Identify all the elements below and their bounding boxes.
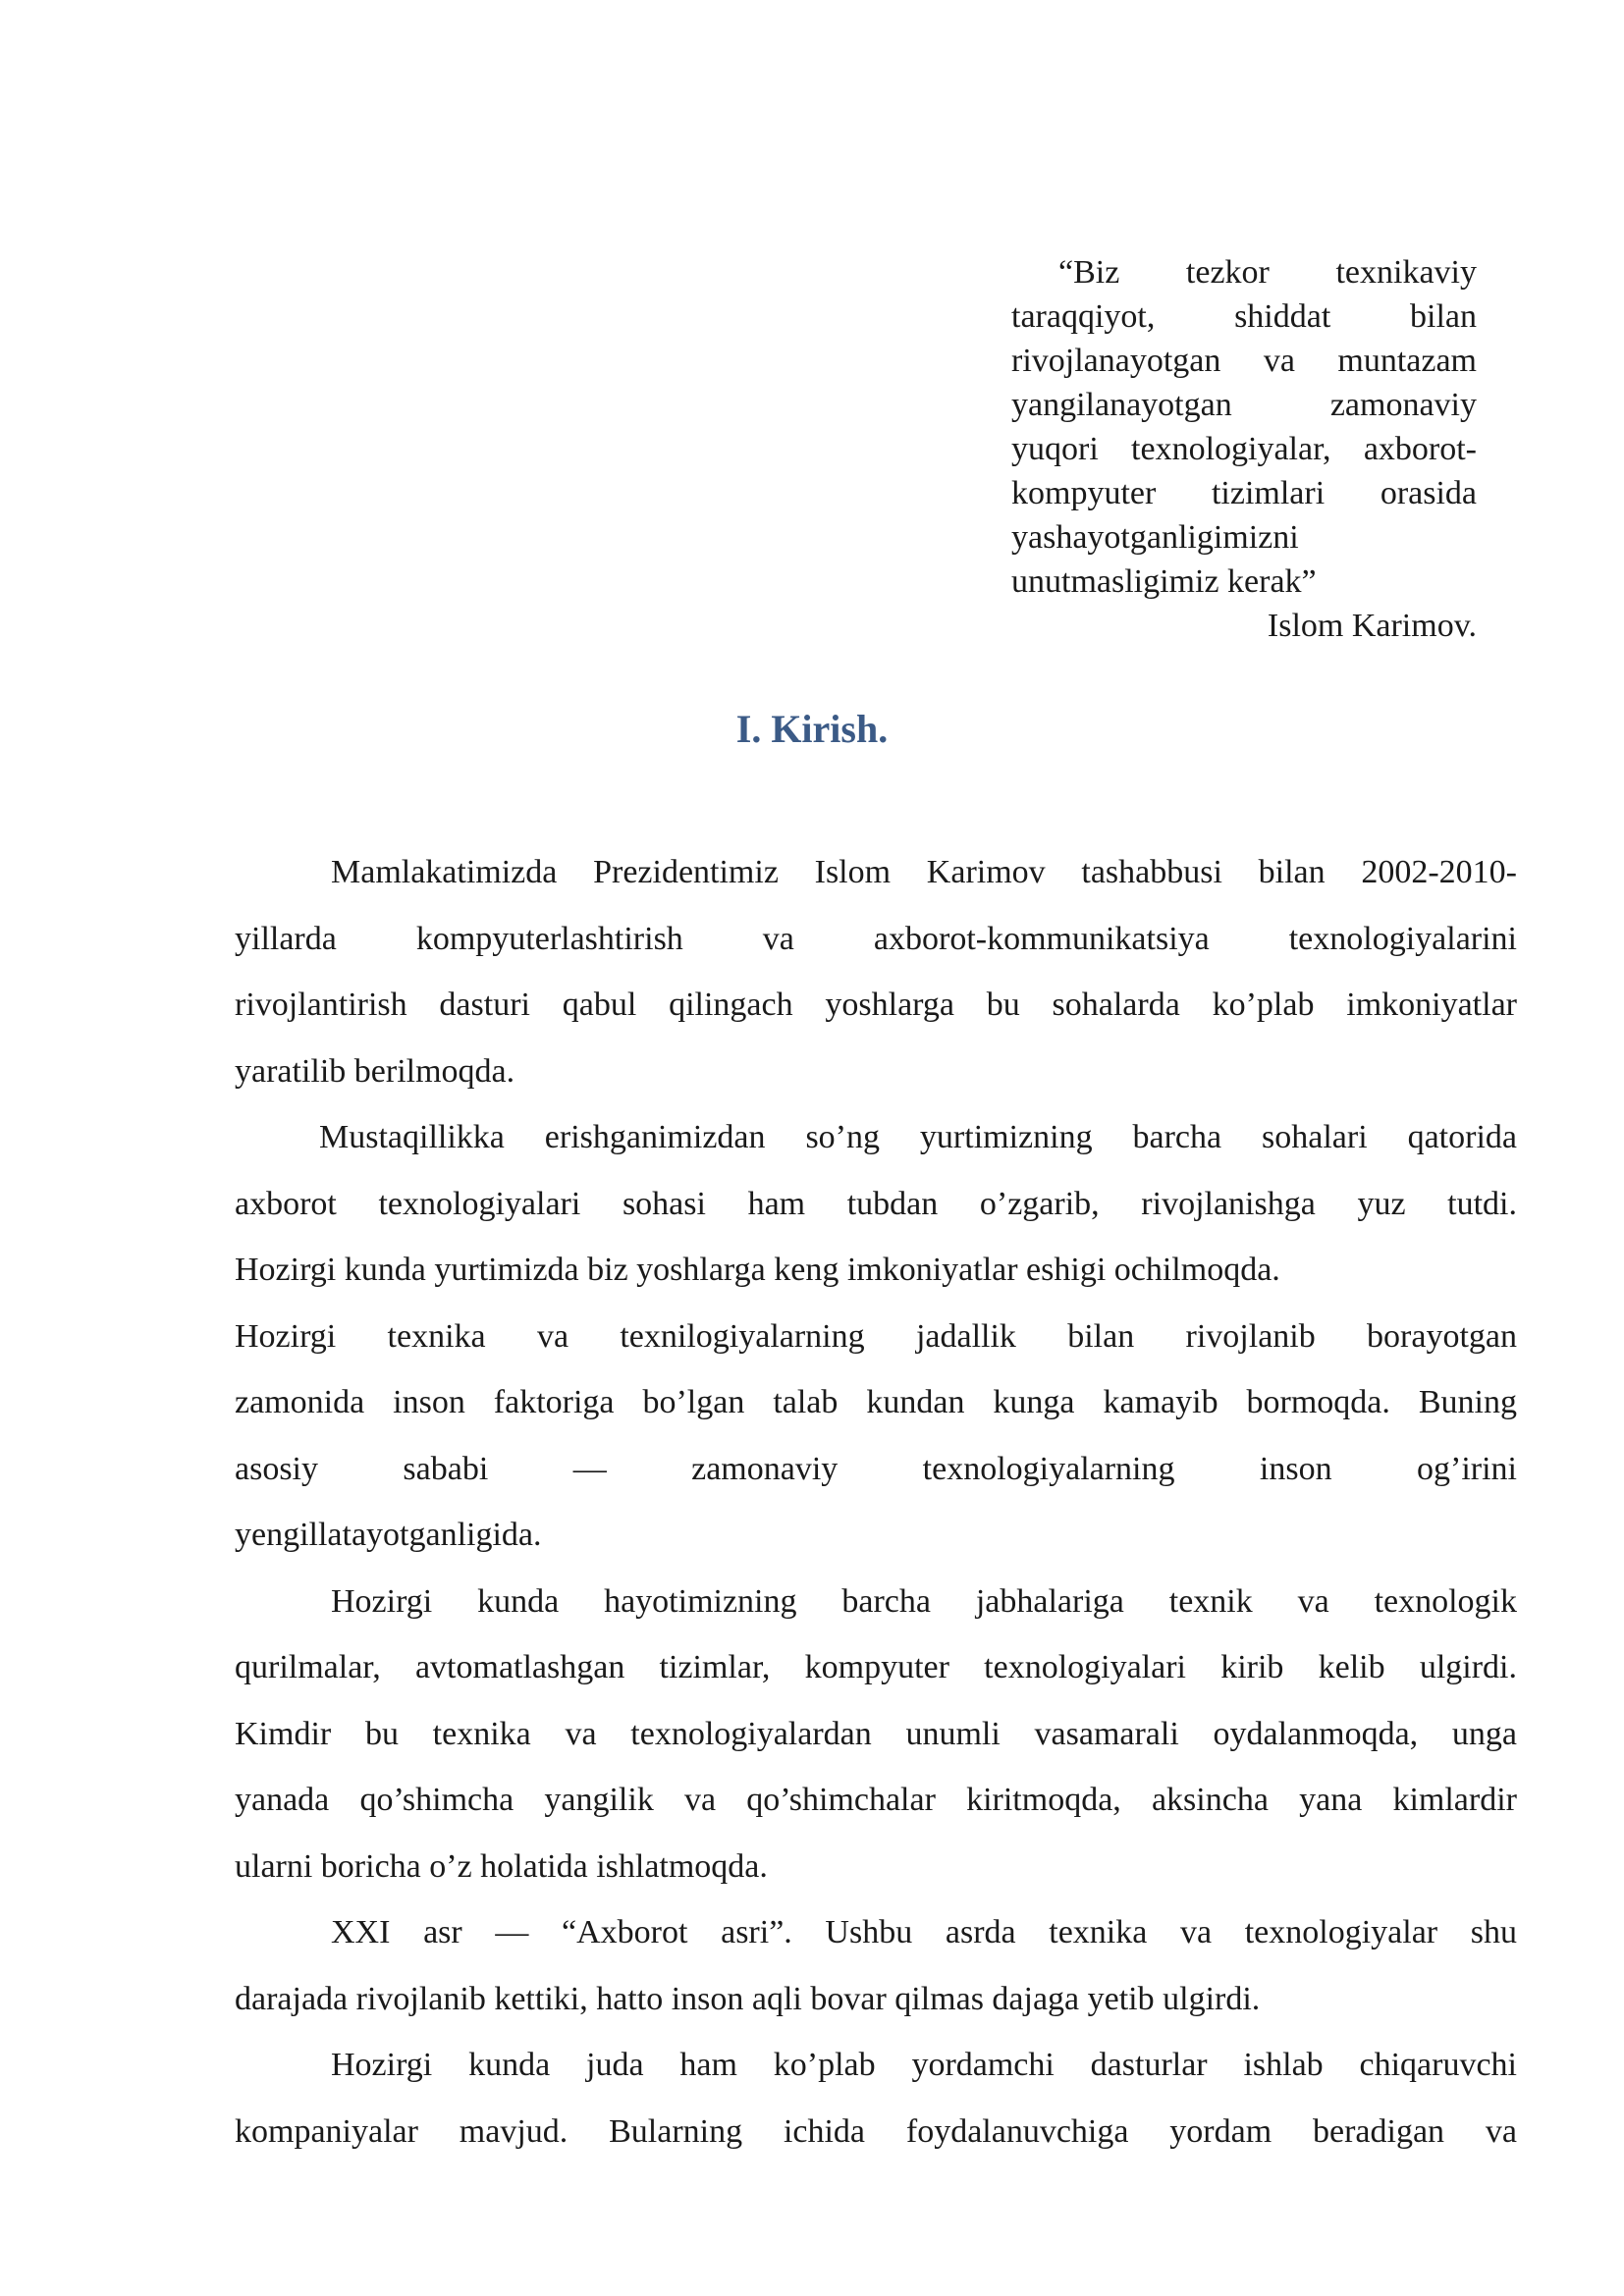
section-heading: I. Kirish. [735,707,889,751]
epigraph-line: “Biz tezkor texnikaviy [1058,254,1477,291]
text-line: Mustaqillikka erishganimizdan so’ng yurtimizning barcha sohalari qatorida [319,1119,1517,1155]
paragraph-4 [235,1569,1517,1900]
text-line: yillarda kompyuterlashtirish va axborot-kommunikatsiya texnologiyalarini [235,920,1517,957]
epigraph-line: yashayotganligimizni [1011,519,1299,556]
text-line: rivojlantirish dasturi qabul qilingach yoshlarga bu sohalarda ko’plab imkoniyatlar [235,987,1517,1023]
body-text [235,839,1517,2164]
paragraph-2 [235,1104,1517,1304]
text-line: Hozirgi kunda hayotimizning barcha jabhalariga texnik va texnologik [331,1582,1517,1620]
paragraph-3 [235,1304,1517,1569]
text-line: qurilmalar, avtomatlashgan tizimlar, kompyuter texnologiyalari kirib kelib ulgirdi. [235,1649,1517,1685]
epigraph-line: unutmasligimiz kerak” [1011,563,1317,600]
text-line: kompaniyalar mavjud. Bularning ichida foydalanuvchiga yordam beradigan va [235,2112,1517,2150]
epigraph-line: taraqqiyot, shiddat bilan [1011,298,1477,335]
epigraph-line: rivojlanayotgan va muntazam [1011,343,1477,379]
epigraph-line: yuqori texnologiyalar, axborot- [1011,431,1477,467]
text-line: asosiy sababi — zamonaviy texnologiyalarning inson og’irini [235,1450,1517,1487]
text-line: axborot texnologiyalari sohasi ham tubdan o’zgarib, rivojlanishga yuz tutdi. [235,1185,1517,1222]
paragraph-5 [235,1899,1517,2032]
text-line: yanada qo’shimcha yangilik va qo’shimchalar kiritmoqda, aksincha yana kimlardir [235,1782,1517,1818]
text-line: Hozirgi kunda yurtimizda biz yoshlarga keng imkoniyatlar eshigi ochilmoqda. [235,1252,1280,1288]
text-line: Mamlakatimizda Prezidentimiz Islom Karimov tashabbusi bilan 2002-2010- [331,854,1517,890]
text-line: XXI asr — “Axborot asri”. Ushbu asrda texnika va texnologiyalar shu [331,1914,1517,1950]
epigraph-line: yangilanayotgan zamonaviy [1011,387,1477,423]
text-line: Hozirgi texnika va texnilogiyalarning jadallik bilan rivojlanib borayotgan [235,1317,1517,1355]
paragraph-6 [235,2032,1517,2164]
text-line: yengillatayotganligida. [235,1517,542,1553]
text-line: Hozirgi kunda juda ham ko’plab yordamchi dasturlar ishlab chiqaruvchi [331,2047,1517,2083]
text-line: yaratilib berilmoqda. [235,1052,515,1090]
epigraph-author: Islom Karimov. [1267,608,1477,644]
paragraph-1 [235,839,1517,1104]
epigraph-line: kompyuter tizimlari orasida [1011,475,1477,511]
text-line: darajada rivojlanib kettiki, hatto inson aqli bovar qilmas dajaga yetib ulgirdi. [235,1980,1261,2017]
epigraph-quote [1011,250,1477,648]
text-line: zamonida inson faktoriga bo’lgan talab kundan kunga kamayib bormoqda. Buning [235,1384,1517,1420]
text-line: Kimdir bu texnika va texnologiyalardan unumli vasamarali oydalanmoqda, unga [235,1715,1517,1752]
text-line: ularni boricha o’z holatida ishlatmoqda. [235,1847,768,1885]
